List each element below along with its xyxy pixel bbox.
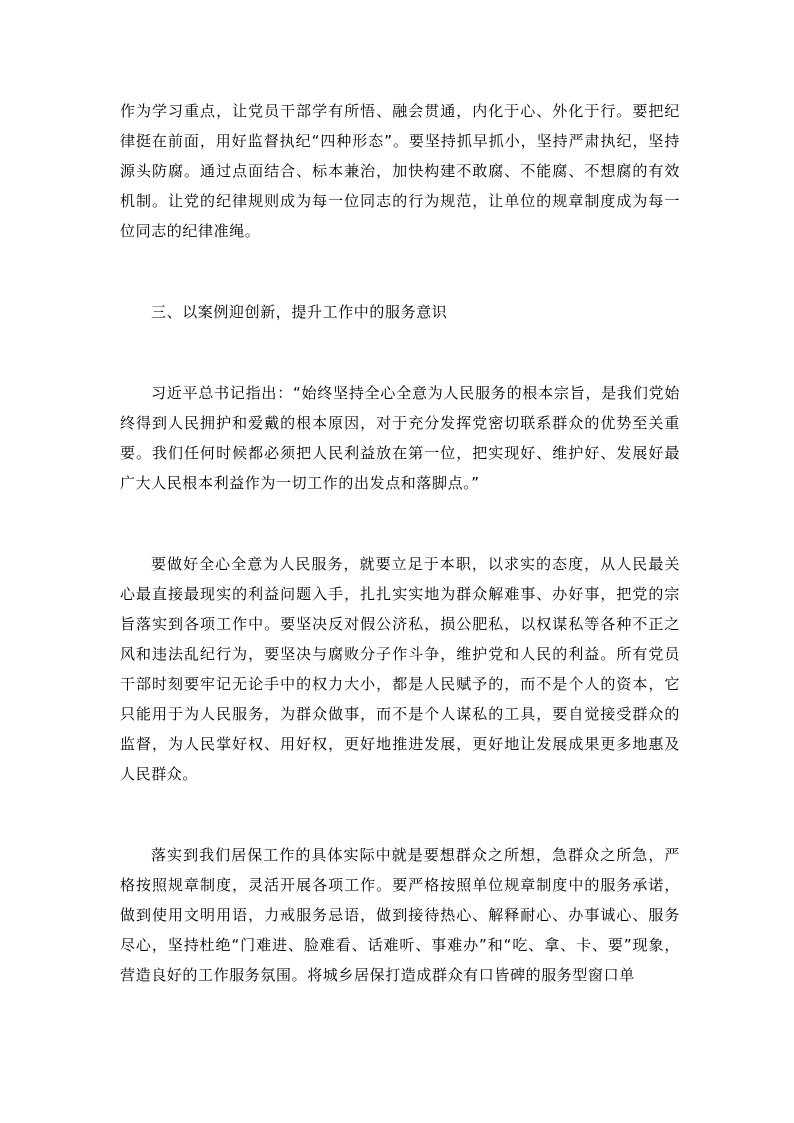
paragraph-discipline: 作为学习重点，让党员干部学有所悟、融会贯通，内化于心、外化于行。要把纪律挺在前面，用好监督执纪“四种形态”。要坚持抓早抓小，坚持严肃执纪，坚持源头防腐。通过点面结合、标本兼治，加快构建不敢腐、不能腐、不想腐的有效机制。让党的纪律规则成为每一位同志的行为规范，让单位的规章制度成为每一位同志的纪律准绳。 bbox=[120, 102, 680, 240]
paragraph-serve-people: 要做好全心全意为人民服务，就要立足于本职，以求实的态度，从人民最关心最直接最现实的利益问题入手，扎扎实实地为群众解难事、办好事，把党的宗旨落实到各项工作中。要坚决反对假公济私，损公肥私，以权谋私等各种不正之风和违法乱纪行为，要坚决与腐败分子作斗争，维护党和人民的利益。所有党员干部时刻要牢记无论手中的权力大小，都是人民赋予的，而不是个人的资本，它只能用于为人民服务，为群众做事，而不是个人谋私的工具，要自觉接受群众的监督，为人民掌好权、用好权，更好地推进发展，更好地让发展成果更多地惠及人民群众。 bbox=[120, 555, 680, 783]
paragraph-quote: 习近平总书记指出：“始终坚持全心全意为人民服务的根本宗旨，是我们党始终得到人民拥护和爱戴的根本原因，对于充分发挥党密切联系群众的优势至关重要。我们任何时候都必须把人民利益放在第一位，把实现好、维护好、发展好最广大人民根本利益作为一切工作的出发点和落脚点。” bbox=[120, 384, 680, 492]
section-heading-service: 三、以案例迎创新，提升工作中的服务意识 bbox=[151, 303, 448, 321]
document-body bbox=[120, 96, 680, 990]
paragraph-work-practice: 落实到我们居保工作的具体实际中就是要想群众之所想，急群众之所急，严格按照规章制度，灵活开展各项工作。要严格按照单位规章制度中的服务承诺，做到使用文明用语，力戒服务忌语，做到接待热心、解释耐心、办事诚心、服务尽心，坚持杜绝“门难进、脸难看、话难听、事难办”和“吃、拿、卡、要”现象，营造良好的工作服务氛围。将城乡居保打造成群众有口皆碑的服务型窗口单 bbox=[120, 846, 680, 984]
